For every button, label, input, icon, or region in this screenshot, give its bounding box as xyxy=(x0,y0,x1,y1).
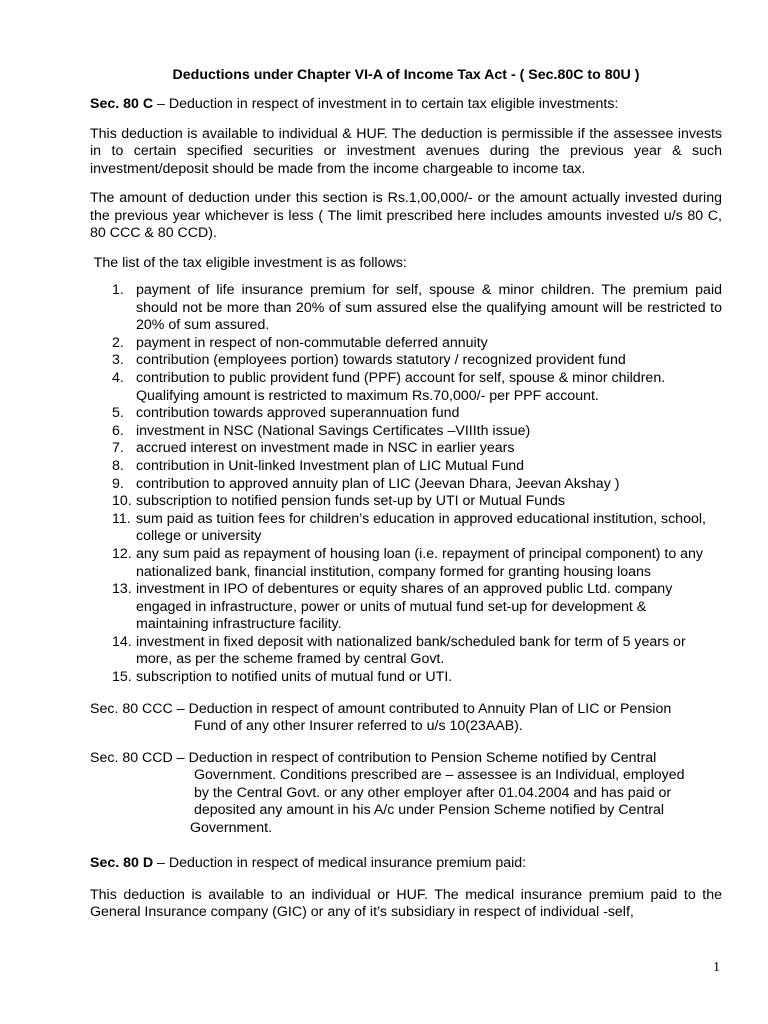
list-item-number: 5. xyxy=(112,405,124,422)
investment-list-item xyxy=(90,546,722,581)
list-item-text: contribution to approved annuity plan of LIC (Jeevan Dhara, Jeevan Akshay ) xyxy=(136,475,620,492)
sec80ccc-block xyxy=(90,701,722,736)
sec80d-heading-text: – Deduction in respect of medical insurance premium paid: xyxy=(153,855,527,872)
sec80c-para2: The amount of deduction under this section is Rs.1,00,000/- or the amount actually invested during the previous year whichever is less ( The limit prescribed here includes amounts invested u/s 80 C, 80 CCC & 80 CCD). xyxy=(90,190,722,241)
list-item-text: contribution to public provident fund (PPF) account for self, spouse & minor children. Qualifying amount is restricted to maximum Rs.70,000/- per PPF account. xyxy=(136,369,666,404)
sec80c-heading-text: – Deduction in respect of investment in to certain tax eligible investments: xyxy=(153,96,619,112)
list-item-number: 10. xyxy=(112,493,132,510)
investment-list-item xyxy=(90,282,722,335)
investment-list-item xyxy=(90,511,722,546)
sec80ccc-line2: Fund of any other Insurer referred to u/s 10(23AAB). xyxy=(194,718,523,735)
list-item-text: contribution in Unit-linked Investment plan of LIC Mutual Fund xyxy=(136,457,524,474)
list-item-text: any sum paid as repayment of housing loan (i.e. repayment of principal component) to any nationalized bank, financial institution, company formed for granting housing loans xyxy=(136,545,704,580)
investment-list-item xyxy=(90,669,722,687)
sec80ccd-line5: Government. xyxy=(190,819,273,836)
sec80c-para1: This deduction is available to individual & HUF. The deduction is permissible if the assessee invests in to certain specified securities or investment avenues during the previous year & such investment/deposit should be made from the income chargeable to income tax. xyxy=(90,125,722,177)
list-item-number: 11. xyxy=(112,510,131,527)
investment-list-item xyxy=(90,405,722,423)
list-item-text: investment in IPO of debentures or equity shares of an approved public Ltd. company engaged in infrastructure, power or units of mutual fund set-up for development & maintaining infrastructure facility. xyxy=(136,581,673,633)
list-item-number: 3. xyxy=(112,352,124,369)
sec80c-list-intro: The list of the tax eligible investment is as follows: xyxy=(90,254,407,271)
document-page xyxy=(90,62,722,922)
investment-list xyxy=(90,282,722,687)
list-item-number: 14. xyxy=(112,633,132,650)
list-item-number: 2. xyxy=(112,334,124,351)
list-item-text: payment in respect of non-commutable deferred annuity xyxy=(136,334,488,351)
list-item-number: 15. xyxy=(112,669,132,686)
sec80d-label: Sec. 80 D xyxy=(90,855,154,872)
sec80c-label: Sec. 80 C xyxy=(90,96,154,112)
investment-list-item xyxy=(90,440,722,458)
list-item-number: 6. xyxy=(112,422,124,439)
investment-list-item xyxy=(90,335,722,353)
document-title: Deductions under Chapter VI-A of Income Tax Act - ( Sec.80C to 80U ) xyxy=(172,67,640,83)
list-item-text: payment of life insurance premium for self, spouse & minor children. The premium paid should not be more than 20% of sum assured else the qualifying amount will be restricted to 20% of sum assured. xyxy=(136,282,722,334)
investment-list-item xyxy=(90,634,722,669)
list-item-text: contribution (employees portion) towards statutory / recognized provident fund xyxy=(136,352,626,369)
list-item-text: investment in NSC (National Savings Certificates –VIIIth issue) xyxy=(136,422,531,439)
sec80ccd-line xyxy=(90,750,722,768)
list-item-text: subscription to notified units of mutual fund or UTI. xyxy=(136,669,453,686)
list-item-number: 7. xyxy=(112,440,124,457)
sec80ccc-line1: Deduction in respect of amount contributed to Annuity Plan of LIC or Pension xyxy=(188,700,672,717)
list-item-text: contribution towards approved superannuation fund xyxy=(136,405,460,422)
investment-list-item xyxy=(90,423,722,441)
list-item-number: 1. xyxy=(112,282,124,298)
list-item-text: accrued interest on investment made in NSC in earlier years xyxy=(136,440,515,457)
investment-list-item xyxy=(90,581,722,634)
list-item-text: investment in fixed deposit with nationalized bank/scheduled bank for term of 5 years or more, as per the scheme framed by central Govt. xyxy=(136,633,686,668)
investment-list-item xyxy=(90,458,722,476)
sec80ccd-block xyxy=(90,750,722,838)
investment-list-item xyxy=(90,493,722,511)
sec80ccc-line xyxy=(90,701,722,719)
sec80c-heading xyxy=(90,96,722,114)
sec80d-para1: This deduction is available to an individual or HUF. The medical insurance premium paid to the General Insurance company (GIC) or any of it’s subsidiary in respect of individual -self, xyxy=(90,886,722,921)
investment-list-item xyxy=(90,370,722,405)
investment-list-item xyxy=(90,476,722,494)
list-item-number: 9. xyxy=(112,475,124,492)
investment-list-item xyxy=(90,352,722,370)
sec80ccd-line2: Government. Conditions prescribed are – assessee is an Individual, employed xyxy=(194,767,685,784)
sec80ccc-label: Sec. 80 CCC – xyxy=(90,700,189,717)
sec80d-heading xyxy=(90,855,722,873)
page-number: 1 xyxy=(713,960,720,975)
list-item-number: 4. xyxy=(112,369,124,386)
list-item-text: sum paid as tuition fees for children’s education in approved educational institution, school, college or university xyxy=(136,510,706,545)
sec80ccd-line4: deposited any amount in his A/c under Pension Scheme notified by Central xyxy=(194,802,665,819)
list-item-text: subscription to notified pension funds set-up by UTI or Mutual Funds xyxy=(136,493,566,510)
sec80ccd-label: Sec. 80 CCD – xyxy=(90,749,189,766)
sec80ccd-line1: Deduction in respect of contribution to Pension Scheme notified by Central xyxy=(188,749,657,766)
sec80ccd-line3: by the Central Govt. or any other employer after 01.04.2004 and has paid or xyxy=(194,784,672,801)
list-item-number: 13. xyxy=(112,581,132,598)
list-item-number: 8. xyxy=(112,457,124,474)
list-item-number: 12. xyxy=(112,545,132,562)
